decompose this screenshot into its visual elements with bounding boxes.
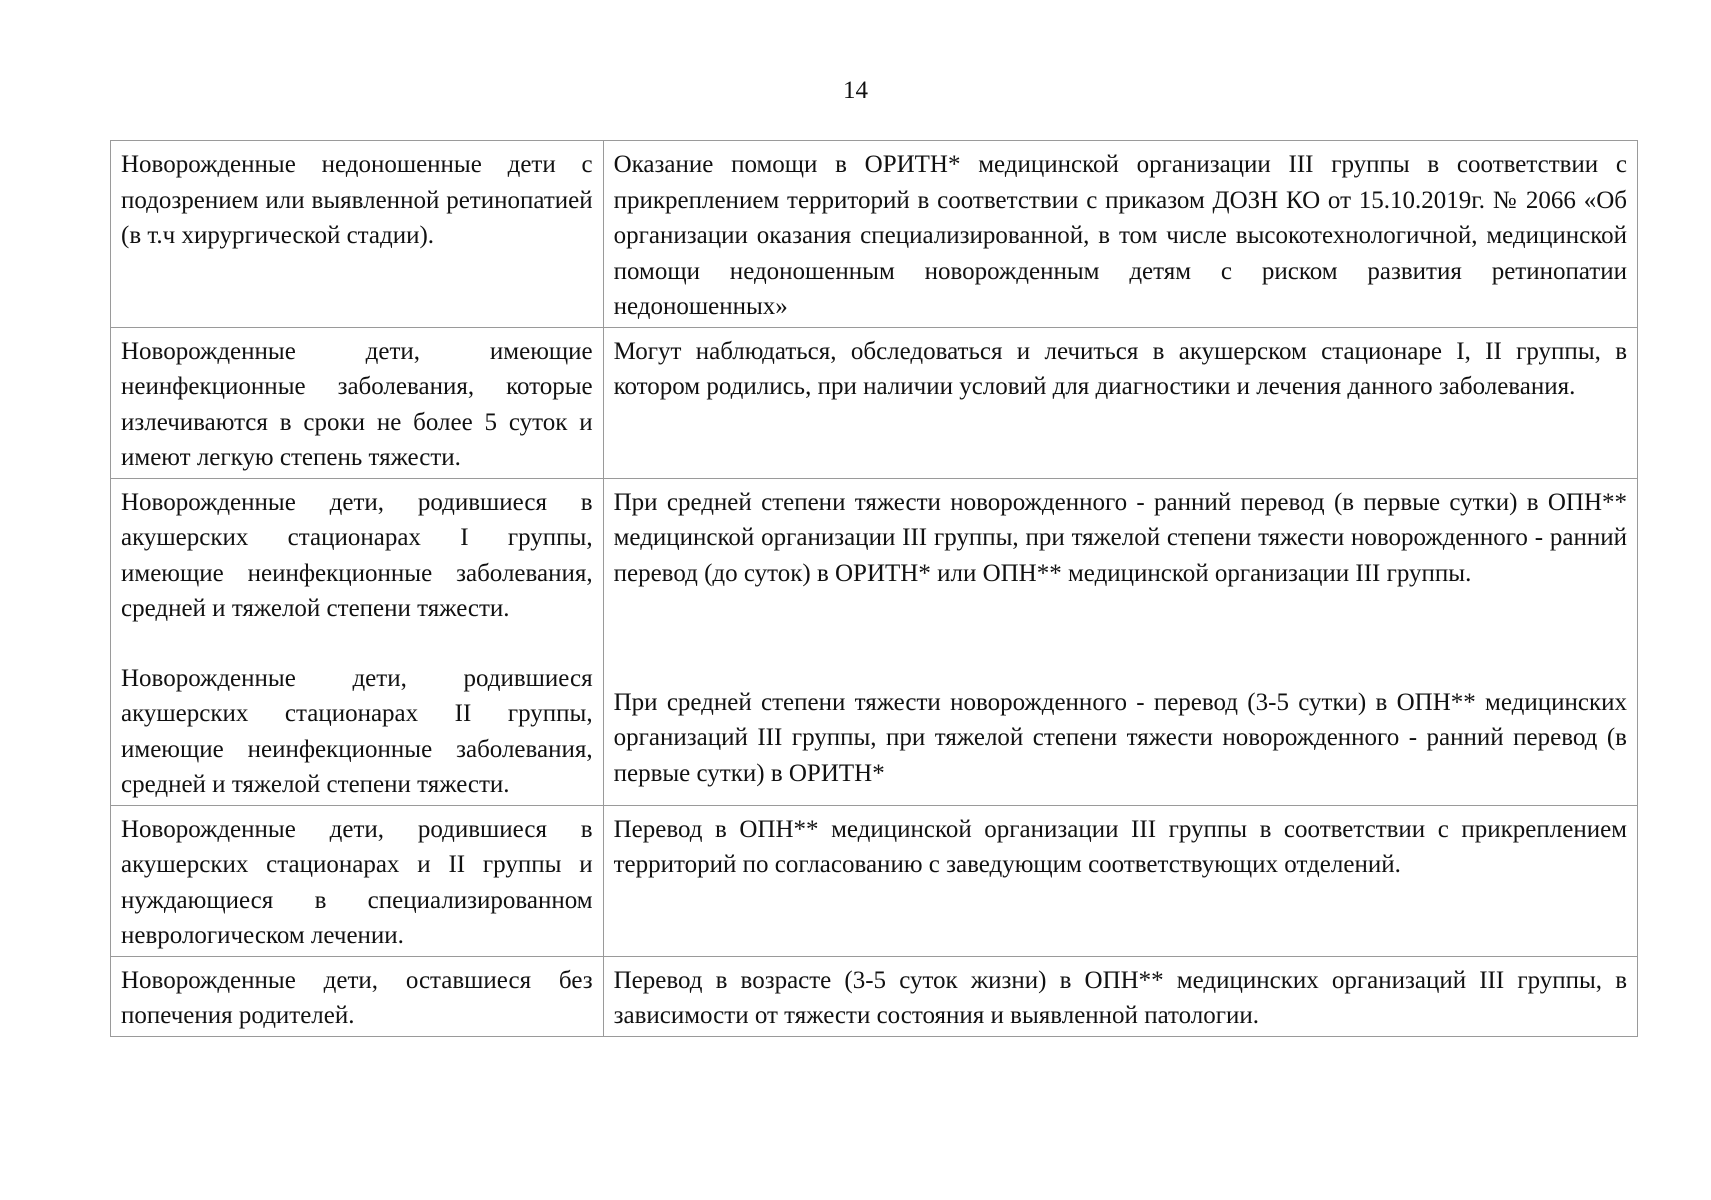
action-cell: Перевод в возрасте (3-5 суток жизни) в ОПН** медицинских организаций III группы, в зависимости от тяжести состояния и выявленной патологии. [603,956,1637,1036]
page-number: 14 [843,77,868,104]
action-cell: Перевод в ОПН** медицинской организации III группы в соответствии с прикреплением территорий по согласованию с заведующим соответствующих отделений. [603,805,1637,956]
action-cell: Оказание помощи в ОРИТН* медицинской организации III группы в соответствии с прикреплением территорий в соответствии с приказом ДОЗН КО от 15.10.2019г. № 2066 «Об организации оказания специализированной, в том числе высокотехнологичной, медицинской помощи недоношенным новорожденным детям с риском развития ретинопатии недоношенных» [603,141,1637,328]
action-paragraph: При средней степени тяжести новорожденного - ранний перевод (в первые сутки) в ОПН** медицинской организации III группы, при тяжелой степени тяжести новорожденного - ранний перевод (до суток) в ОРИТН* или ОПН** медицинской организации III группы. [613,488,1627,587]
category-cell: Новорожденные дети, родившиеся в акушерских стационарах и II группы и нуждающиеся в специализированном неврологическом лечении. [111,805,604,956]
category-cell: Новорожденные дети, имеющие неинфекционные заболевания, которые излечиваются в сроки не более 5 суток и имеют легкую степень тяжести. [111,327,604,478]
table-row [111,805,1638,956]
table-row [111,956,1638,1036]
category-cell [111,478,604,805]
category-paragraph: Новорожденные дети, родившиеся в акушерских стационарах I группы, имеющие неинфекционные заболевания, средней и тяжелой степени тяжести. [121,488,593,622]
table-row [111,478,1638,805]
category-cell: Новорожденные недоношенные дети с подозрением или выявленной ретинопатией (в т.ч хирургической стадии). [111,141,604,328]
category-paragraph: Новорожденные дети, родившиеся акушерских стационарах II группы, имеющие неинфекционные заболевания, средней и тяжелой степени тяжести. [121,664,593,798]
action-cell: Могут наблюдаться, обследоваться и лечиться в акушерском стационаре I, II группы, в котором родились, при наличии условий для диагностики и лечения данного заболевания. [603,327,1637,478]
table-row [111,141,1638,328]
table-row [111,327,1638,478]
action-paragraph: При средней степени тяжести новорожденного - перевод (3-5 сутки) в ОПН** медицинских организаций III группы, при тяжелой степени тяжести новорожденного - ранний перевод (в первые сутки) в ОРИТН* [613,688,1627,787]
action-cell [603,478,1637,805]
category-cell: Новорожденные дети, оставшиеся без попечения родителей. [111,956,604,1036]
referral-table [110,140,1638,1037]
